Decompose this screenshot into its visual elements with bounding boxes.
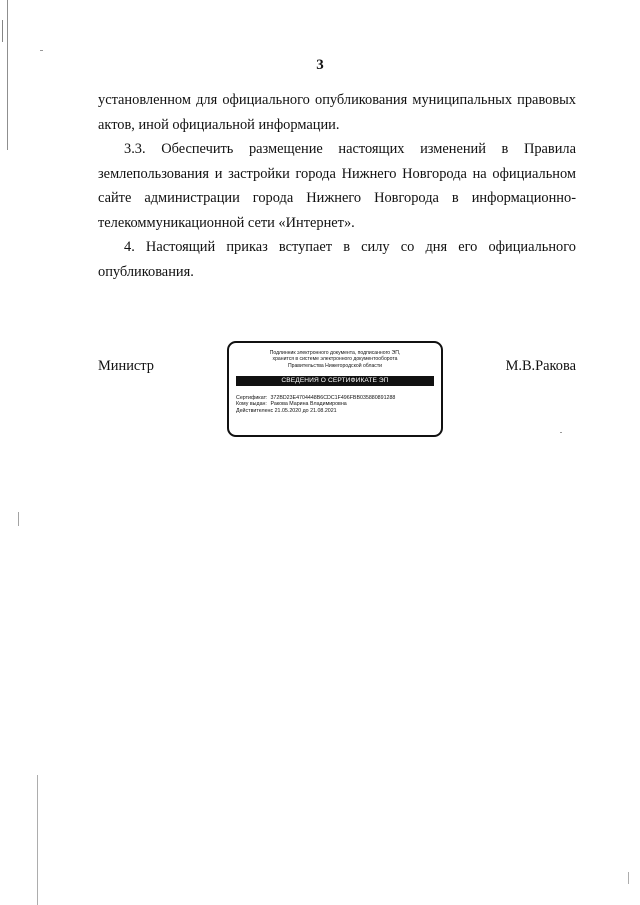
stamp-caption-line: Правительства Нижегородской области [287,362,383,369]
validity-row [236,408,434,415]
scan-artifact [18,512,19,526]
electronic-signature-stamp [227,341,443,437]
stamp-details [236,395,434,415]
page-number: 3 [316,57,324,73]
paragraph-continuation: установленном для официального опубликования муниципальных правовых актов, иной официальной информации. [98,92,576,133]
scan-artifact [7,0,8,150]
scan-artifact [560,432,562,433]
validity-label: Действителен: [236,408,272,415]
stamp-caption [229,350,441,369]
stamp-header: СВЕДЕНИЯ О СЕРТИФИКАТЕ ЭП [236,376,434,386]
certificate-label: Сертификат: [236,394,268,401]
stamp-caption-line: хранится в системе электронного документооборота [272,356,398,363]
issued-to-value: Ракова Марина Владимировна [270,401,347,408]
paragraph-4: 4. Настоящий приказ вступает в силу со дня его официального опубликования. [98,239,576,280]
signer-role: Министр [98,358,154,374]
scan-artifact [628,872,629,884]
paragraph-3-3: 3.3. Обеспечить размещение настоящих изменений в Правила землепользования и застройки города Нижнего Новгорода на официальном сайте администрации города Нижнего Новгорода в информационно-телекоммуникационной сети «Интернет». [98,141,576,231]
scan-artifact [2,20,3,42]
validity-value: с 21.05.2020 до 21.08.2021 [270,408,337,415]
certificate-value: 372BD23E4704448B6CDC1F496FBB035880891288 [270,394,396,401]
certificate-row [236,395,434,402]
scan-artifact [40,50,43,51]
stamp-caption-line: Подлинник электронного документа, подписанного ЭП, [269,350,401,356]
issued-to-label: Кому выдан: [236,401,267,408]
scan-artifact [37,775,38,905]
signer-name: М.В.Ракова [505,358,576,374]
